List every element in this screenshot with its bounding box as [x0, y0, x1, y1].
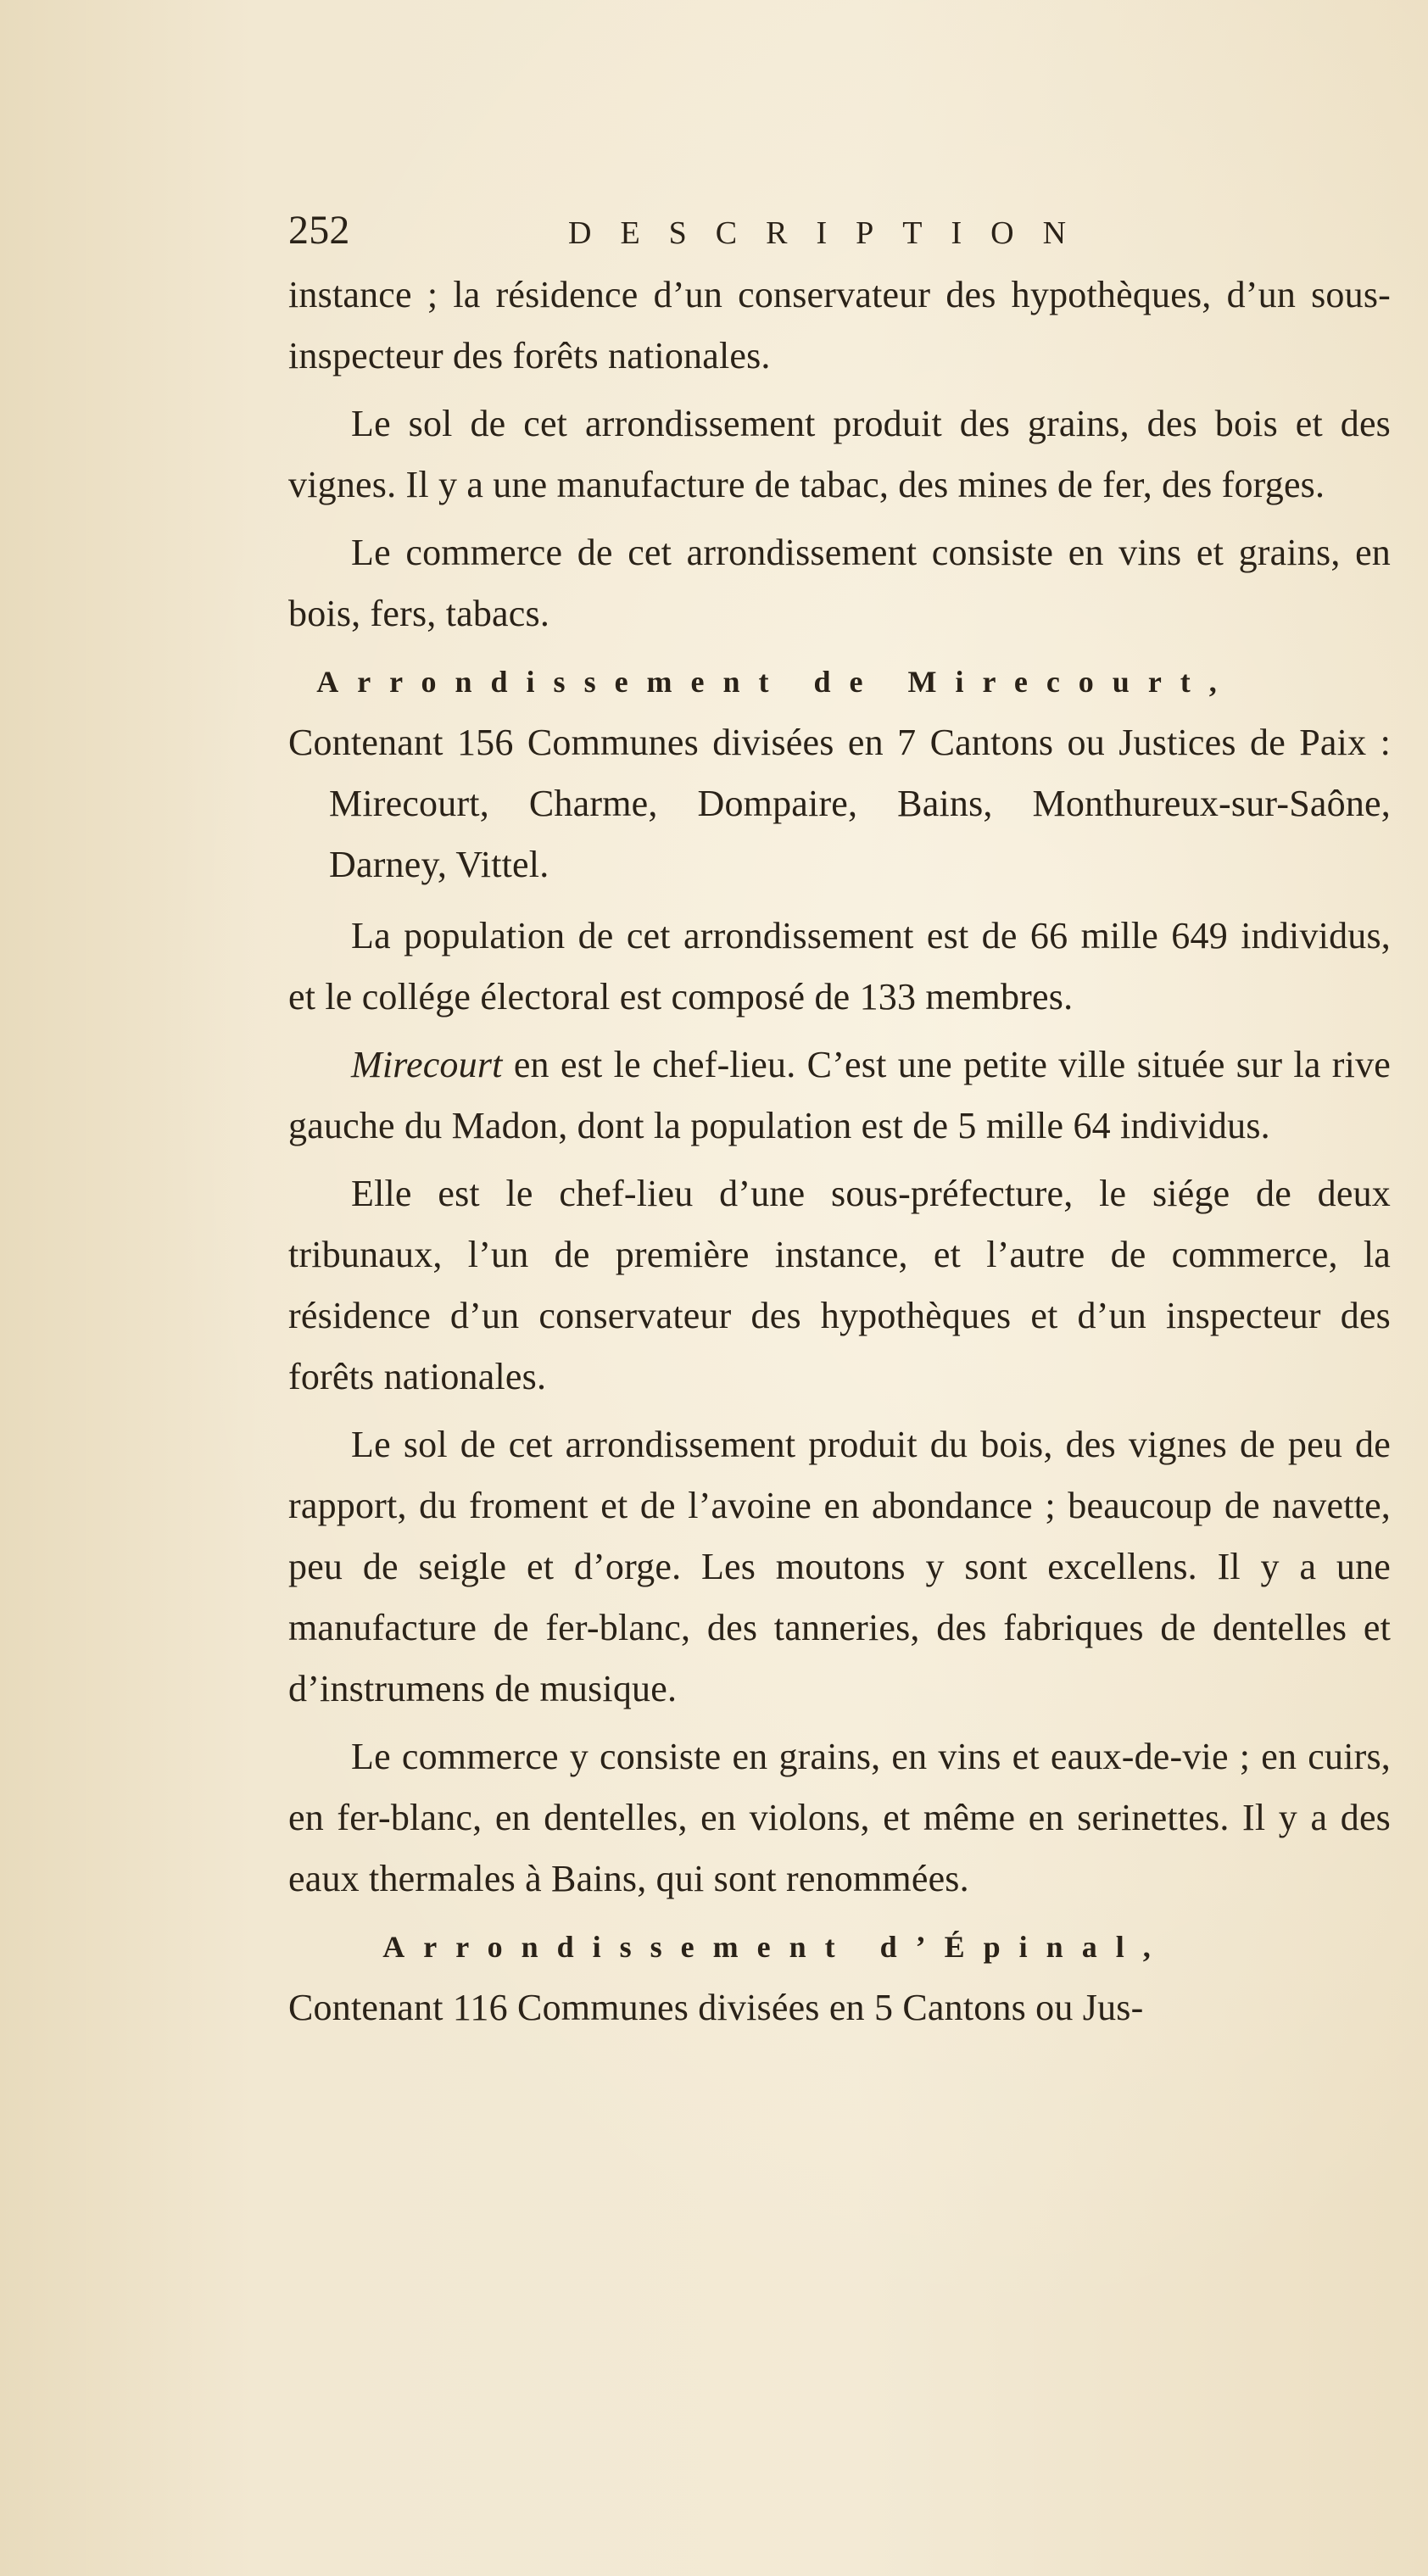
mirecourt-commerce: Le commerce y consiste en grains, en vins et eaux-de-vie ; en cuirs, en fer-blanc, en dentelles, en violons, et même en serinettes. Il y a des eaux thermales à Bains, qui sont renommées.	[288, 1736, 1391, 1899]
section-heading-mirecourt: Arrondissement de Mirecourt,	[316, 665, 1236, 699]
mirecourt-institutions: Elle est le chef-lieu d’une sous-préfecture, le siége de deux tribunaux, l’un de première instance, et l’autre de commerce, la résidence d’un conservateur des hypothèques et d’un inspecteur des forêts nationales.	[288, 1173, 1391, 1397]
page-text	[288, 200, 1391, 2049]
paragraph-instance: instance ; la résidence d’un conservateur des hypothèques, d’un sous-inspecteur des forêts nationales.	[288, 274, 1391, 376]
mirecourt-cantons: Contenant 156 Communes divisées en 7 Cantons ou Justices de Paix : Mirecourt, Charme, Dompaire, Bains, Monthureux-sur-Saône, Darney, Vittel.	[288, 722, 1391, 885]
chef-lieu-description: en est le chef-lieu. C’est une petite ville située sur la rive gauche du Madon, dont la population est de 5 mille 64 individus.	[288, 1044, 1391, 1146]
place-name-mirecourt: Mirecourt	[351, 1044, 503, 1085]
running-head: DESCRIPTION	[568, 215, 1096, 251]
section-heading-epinal: Arrondissement d’Épinal,	[382, 1930, 1169, 1964]
page-header	[288, 200, 1391, 261]
epinal-cantons: Contenant 116 Communes divisées en 5 Cantons ou Jus-	[288, 1987, 1144, 2028]
page-number: 252	[288, 208, 350, 253]
paragraph-commerce-previous: Le commerce de cet arrondissement consiste en vins et grains, en bois, fers, tabacs.	[288, 532, 1391, 634]
mirecourt-population: La population de cet arrondissement est de 66 mille 649 individus, et le collége électoral est composé de 133 membres.	[288, 915, 1391, 1018]
mirecourt-chef-lieu	[288, 1034, 1391, 1157]
mirecourt-soil: Le sol de cet arrondissement produit du bois, des vignes de peu de rapport, du froment et de l’avoine en abondance ; beaucoup de navette, peu de seigle et d’orge. Les moutons y sont excellens. Il y a une manufacture de fer-blanc, des tanneries, des fabriques de dentelles et d’instrumens de musique.	[288, 1424, 1391, 1709]
paragraph-soil-previous: Le sol de cet arrondissement produit des grains, des bois et des vignes. Il y a une manufacture de tabac, des mines de fer, des forges.	[288, 403, 1391, 505]
